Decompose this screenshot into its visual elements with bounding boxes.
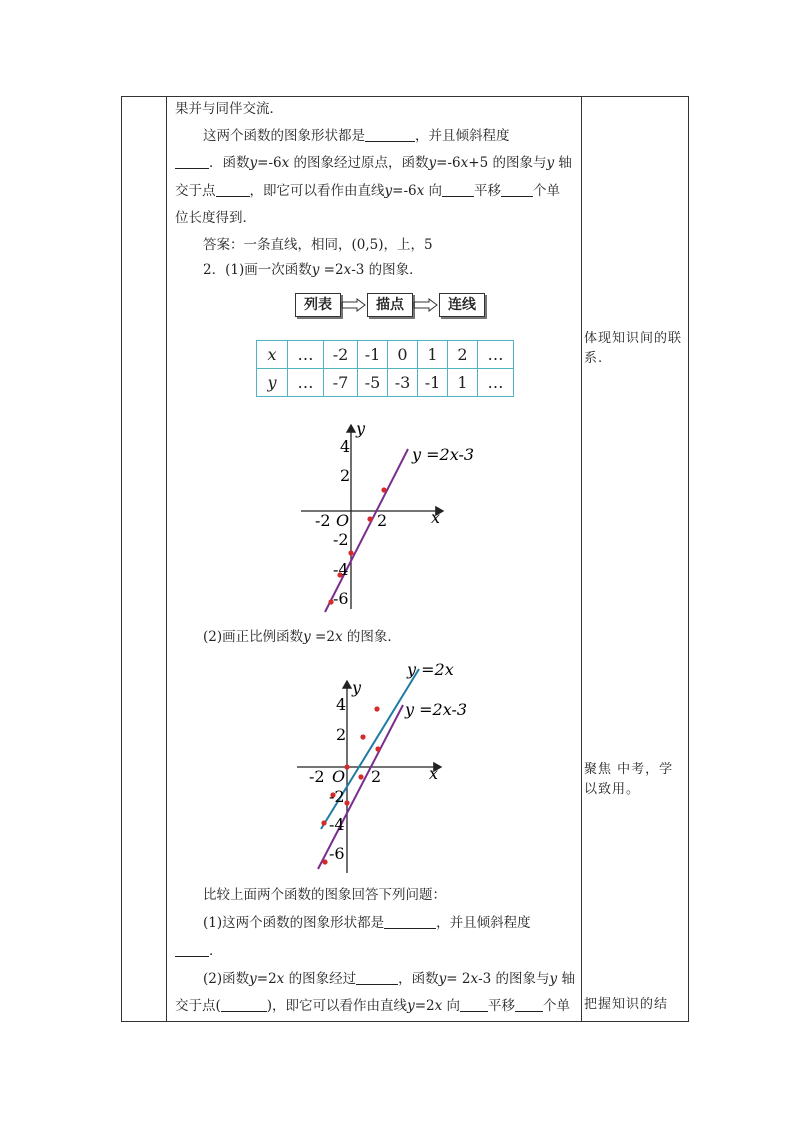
table-cell: -7 xyxy=(324,369,358,397)
text-line-1: 果并与同伴交流． xyxy=(175,101,283,117)
tick-label: -4 xyxy=(329,815,345,834)
tick-label: 2 xyxy=(336,725,347,744)
value-table xyxy=(256,340,514,397)
answer-line: 答案：一条直线，相同，(0,5)，上，5 xyxy=(203,237,433,253)
lesson-table xyxy=(121,96,689,1022)
sub-question-2: (2)函数y=2x 的图象经过 ，函数y= 2x-3 的图象与y 轴 xyxy=(203,971,575,987)
tick-label: 2 xyxy=(371,767,382,786)
answer-blank xyxy=(356,970,398,985)
tick-label: -4 xyxy=(333,560,349,579)
y-axis-label: y xyxy=(352,678,362,697)
table-row-y xyxy=(257,369,514,397)
text-line-2: 这两个函数的图象形状都是 ，并且倾斜程度 xyxy=(203,128,510,144)
text-line-5: 位长度得到． xyxy=(175,210,256,226)
tick-label: 4 xyxy=(340,437,351,456)
answer-blank xyxy=(175,942,209,957)
data-point xyxy=(374,706,379,711)
line-label: y =2x-3 xyxy=(405,700,468,719)
table-header-y: y xyxy=(257,369,288,397)
tick-label: -6 xyxy=(329,844,345,863)
question-2-1: 2．(1)画一次函数y =2x-3 的图象． xyxy=(203,262,423,278)
table-row-x xyxy=(257,341,514,369)
tick-label: -2 xyxy=(333,530,349,549)
arrow-right-icon xyxy=(341,298,367,312)
x-axis-label: x xyxy=(429,764,439,783)
table-cell: -1 xyxy=(418,369,448,397)
text-line-3: ．函数y=-6x 的图象经过原点，函数y=-6x+5 的图象与y 轴 xyxy=(175,153,572,173)
sub-question-1: (1)这两个函数的图象形状都是 ，并且倾斜程度 xyxy=(203,915,531,931)
sub-question-1-end: ． xyxy=(175,941,223,961)
table-cell: -1 xyxy=(358,341,388,369)
data-point xyxy=(344,764,349,769)
graph-2 xyxy=(295,659,505,877)
step-list-box: 列表 xyxy=(295,293,341,317)
answer-blank xyxy=(501,182,533,197)
origin-label: O xyxy=(332,767,346,786)
side-note-2: 聚焦 中考，学以致用。 xyxy=(584,762,674,797)
data-point xyxy=(344,800,349,805)
table-cell: -3 xyxy=(388,369,418,397)
table-header-x: x xyxy=(257,341,288,369)
side-note-1: 体现知识间的联系. xyxy=(584,331,683,366)
data-point xyxy=(358,774,363,779)
answer-blank xyxy=(216,182,250,197)
tick-label: 4 xyxy=(336,695,347,714)
table-cell: … xyxy=(288,369,324,397)
answer-blank xyxy=(442,182,474,197)
side-note-3: 把握知识的结 xyxy=(584,997,669,1012)
answer-blank xyxy=(515,997,543,1012)
text-line-4: 交于点 ，即它可以看作由直线y=-6x 向 平移 个单 xyxy=(175,183,561,199)
table-cell: -2 xyxy=(324,341,358,369)
sub-question-2-cont: 交于点( )，即它可以看作由直线y=2x 向 平移 个单 xyxy=(175,998,571,1014)
data-point xyxy=(381,487,386,492)
tick-label: -2 xyxy=(329,787,345,806)
data-point xyxy=(367,516,372,521)
table-cell: 1 xyxy=(448,369,478,397)
content-column xyxy=(167,97,581,1021)
column-divider-right xyxy=(581,97,582,1021)
tick-label: 2 xyxy=(377,511,388,530)
line-label: y =2x xyxy=(407,660,454,679)
y-axis-label: y xyxy=(356,419,366,438)
table-cell: -5 xyxy=(358,369,388,397)
line-label: y =2x-3 xyxy=(412,445,475,464)
table-cell: 1 xyxy=(418,341,448,369)
table-cell: … xyxy=(288,341,324,369)
step-plot-box: 描点 xyxy=(367,293,413,317)
answer-blank xyxy=(365,127,415,142)
tick-label: -2 xyxy=(309,767,325,786)
table-cell: 0 xyxy=(388,341,418,369)
x-axis-label: x xyxy=(431,508,441,527)
answer-blank xyxy=(175,154,209,169)
data-point xyxy=(348,550,353,555)
origin-label: O xyxy=(336,511,350,530)
data-point xyxy=(321,820,326,825)
answer-blank xyxy=(460,997,488,1012)
table-cell: … xyxy=(478,341,514,369)
tick-label: 2 xyxy=(340,466,351,485)
question-2-2: (2)画正比例函数y =2x 的图象． xyxy=(203,629,401,645)
arrow-right-icon xyxy=(413,298,439,312)
tick-label: -6 xyxy=(333,589,349,608)
tick-label: -2 xyxy=(315,511,331,530)
data-point xyxy=(322,859,327,864)
step-connect-box: 连线 xyxy=(439,293,485,317)
data-point xyxy=(360,734,365,739)
answer-blank xyxy=(384,914,436,929)
compare-intro: 比较上面两个函数的图象回答下列问题： xyxy=(203,887,446,903)
answer-blank xyxy=(221,997,267,1012)
table-cell: 2 xyxy=(448,341,478,369)
table-cell: … xyxy=(478,369,514,397)
graph-1 xyxy=(295,419,505,619)
data-point xyxy=(375,746,380,751)
